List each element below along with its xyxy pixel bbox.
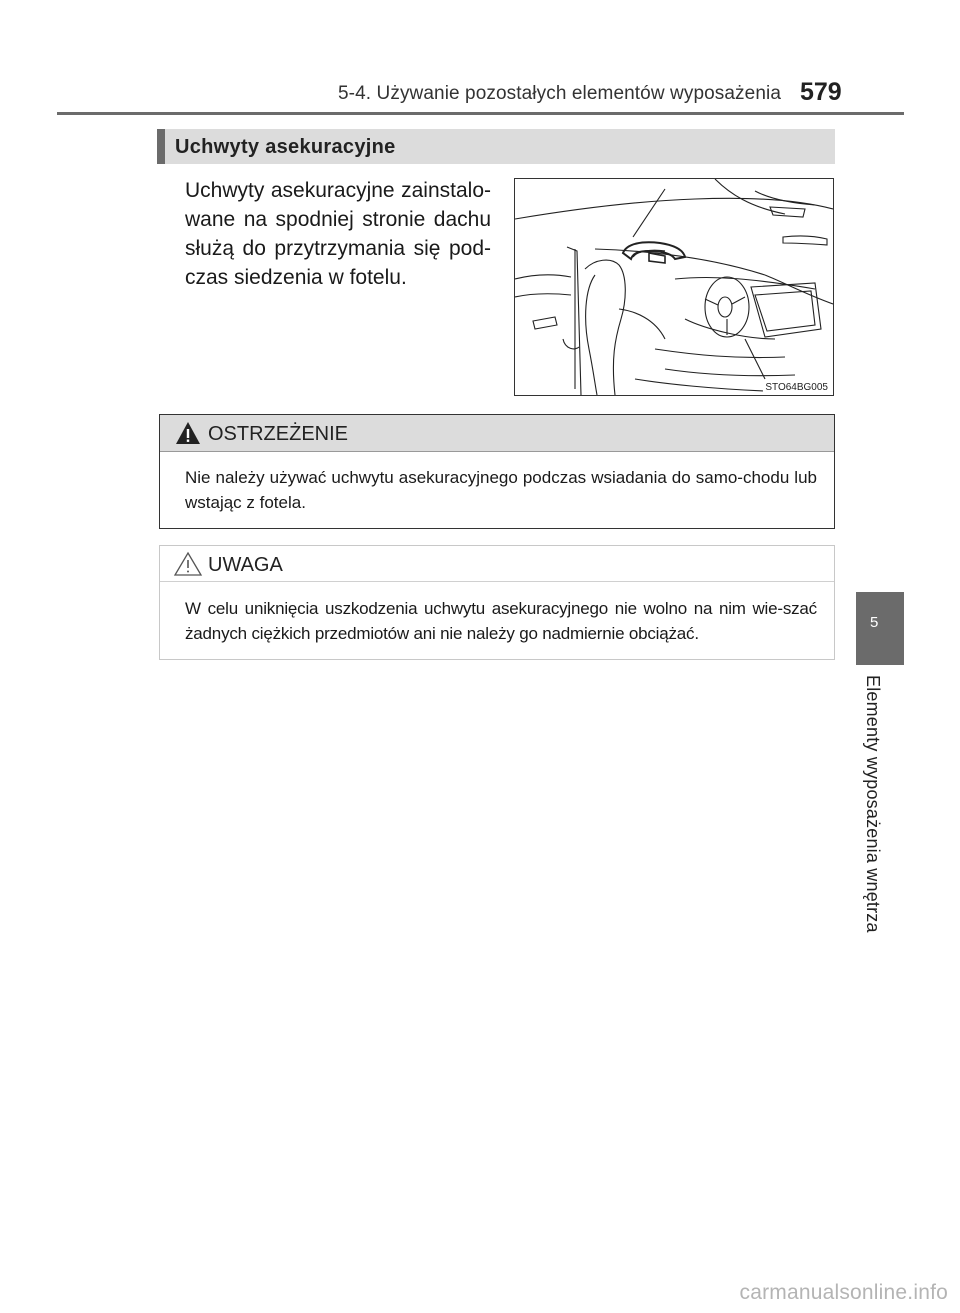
warning-title: OSTRZEŻENIE bbox=[208, 423, 349, 445]
header-rule bbox=[57, 112, 904, 115]
warning-text: Nie należy używać uchwytu asekuracyjnego podczas wsiadania do samo-chodu lub wstając z fotela. bbox=[185, 468, 817, 512]
section-title: Uchwyty asekuracyjne bbox=[175, 136, 396, 158]
warning-box bbox=[159, 414, 835, 529]
car-interior-illustration bbox=[514, 178, 834, 396]
chapter-number: 5 bbox=[870, 614, 879, 631]
section-heading-bar bbox=[157, 129, 835, 164]
notice-text: W celu uniknięcia uszkodzenia uchwytu asekuracyjnego nie wolno na nim wie-szać żadnych ciężkich przedmiotów ani nie należy go nadmiernie obciążać. bbox=[185, 599, 817, 643]
notice-box bbox=[159, 545, 835, 660]
chapter-side-label bbox=[862, 675, 888, 945]
section-heading-accent bbox=[157, 129, 165, 164]
warning-header bbox=[160, 415, 834, 452]
notice-header bbox=[160, 546, 834, 582]
warning-triangle-filled-icon bbox=[175, 421, 201, 445]
watermark: carmanualsonline.info bbox=[739, 1281, 948, 1304]
chapter-tab bbox=[856, 592, 904, 665]
running-header: 5-4. Używanie pozostałych elementów wyposażenia bbox=[338, 83, 781, 104]
warning-triangle-outline-icon bbox=[173, 551, 203, 577]
assist-grip-line-drawing bbox=[515, 179, 833, 395]
figure-caption: STO64BG005 bbox=[765, 382, 828, 393]
page-number: 579 bbox=[800, 78, 842, 106]
chapter-title: Elementy wyposażenia wnętrza bbox=[863, 675, 883, 933]
section-body-text: Uchwyty asekuracyjne zainstalo-wane na spodniej stronie dachu służą do przytrzymania się pod-czas siedzenia w fotelu. bbox=[185, 179, 491, 289]
notice-title: UWAGA bbox=[208, 554, 283, 576]
